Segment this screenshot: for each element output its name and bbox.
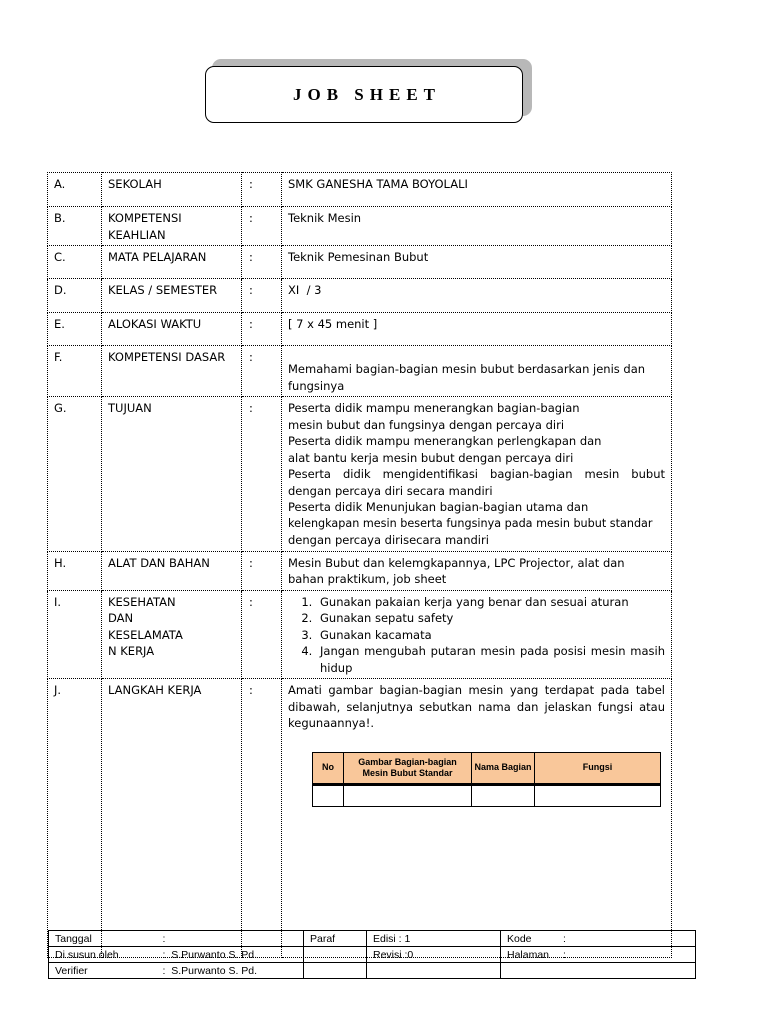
- tujuan-line: Peserta didik mampu menerangkan perlengkapan dan: [288, 434, 602, 448]
- row-value: SMK GANESHA TAMA BOYOLALI: [282, 173, 672, 207]
- row-label-cell: [102, 590, 242, 679]
- table-cell[interactable]: [472, 784, 535, 806]
- header-fungsi: Fungsi: [535, 752, 661, 784]
- tujuan-line: kelengkapan mesin beserta fungsinya pada mesin bubut standar: [288, 516, 653, 530]
- row-kompetensi-keahlian: [48, 207, 672, 246]
- row-label: LANGKAH KERJA: [102, 679, 242, 958]
- parts-table: [312, 752, 661, 807]
- kode-label: Kode: [507, 932, 532, 945]
- page-title: JOB SHEET: [292, 84, 441, 104]
- row-label: KELAS / SEMESTER: [102, 279, 242, 313]
- row-letter: G.: [48, 397, 102, 552]
- empty-cell: [501, 963, 696, 979]
- row-letter: A.: [48, 173, 102, 207]
- kesehatan-list-cell: [282, 590, 672, 679]
- paraf-empty: [304, 963, 367, 979]
- title-box: [205, 66, 523, 123]
- row-alat-dan-bahan: [48, 551, 672, 590]
- row-colon: :: [242, 279, 282, 313]
- row-colon: :: [242, 590, 282, 679]
- row-mata-pelajaran: [48, 246, 672, 279]
- row-label-line: KESELAMATA: [108, 627, 183, 642]
- header-no: No: [313, 752, 344, 784]
- safety-list: [288, 594, 665, 677]
- tujuan-list: [282, 397, 672, 552]
- halaman-cell: [501, 947, 696, 963]
- row-label: TUJUAN: [102, 397, 242, 552]
- row-label: MATA PELAJARAN: [102, 246, 242, 279]
- row-label-line: DAN: [108, 611, 134, 625]
- row-label: ALOKASI WAKTU: [102, 313, 242, 346]
- row-colon: :: [242, 173, 282, 207]
- row-kelas-semester: [48, 279, 672, 313]
- row-colon: :: [242, 346, 282, 397]
- footer-row: [49, 931, 696, 947]
- tujuan-line: Peserta didik mampu menerangkan bagian-bagian: [288, 401, 580, 415]
- row-tujuan: [48, 397, 672, 552]
- row-value: Teknik Pemesinan Bubut: [282, 246, 672, 279]
- row-langkah-kerja: [48, 679, 672, 958]
- row-sekolah: [48, 173, 672, 207]
- table-cell[interactable]: [313, 784, 344, 806]
- row-colon: :: [242, 207, 282, 246]
- row-letter: B.: [48, 207, 102, 246]
- empty-cell: [367, 963, 501, 979]
- row-value-cell: [282, 346, 672, 397]
- tanggal-value: :: [157, 931, 304, 947]
- row-kompetensi-dasar: [48, 346, 672, 397]
- halaman-colon: :: [563, 948, 566, 961]
- footer-row: [49, 947, 696, 963]
- tujuan-line: Peserta didik mengidentifikasi bagian-bagian mesin bubut dengan percaya diri secara mandiri: [288, 467, 665, 498]
- verifier-label: Verifier: [49, 963, 157, 979]
- row-colon: :: [242, 551, 282, 590]
- row-value: [ 7 x 45 menit ]: [282, 313, 672, 346]
- kode-cell: [501, 931, 696, 947]
- header-gambar: Gambar Bagian-bagian Mesin Bubut Standar: [344, 752, 472, 784]
- table-cell[interactable]: [535, 784, 661, 806]
- row-letter: F.: [48, 346, 102, 397]
- halaman-label: Halaman: [507, 948, 550, 961]
- row-label-line: N KERJA: [108, 644, 155, 658]
- edisi-label: Edisi : 1: [367, 931, 501, 947]
- tujuan-line: mesin bubut dan fungsinya dengan percaya diri: [288, 417, 565, 432]
- tanggal-label: Tanggal: [49, 931, 157, 947]
- footer-row: [49, 963, 696, 979]
- row-letter: I.: [48, 590, 102, 679]
- row-label-line: KESEHATAN: [108, 594, 176, 609]
- tujuan-line: Peserta didik Menunjukan bagian-bagian utama dan: [288, 500, 589, 514]
- list-item: 4. Jangan mengubah putaran mesin pada posisi mesin masih hidup: [316, 643, 665, 676]
- parts-table-header: [313, 752, 661, 784]
- row-label: ALAT DAN BAHAN: [102, 551, 242, 590]
- header-nama: Nama Bagian: [472, 752, 535, 784]
- susun-label: Di susun oleh: [49, 947, 157, 963]
- list-item: 1. Gunakan pakaian kerja yang benar dan sesuai aturan: [316, 594, 665, 611]
- row-colon: :: [242, 313, 282, 346]
- row-value: Amati gambar bagian-bagian mesin yang terdapat pada tabel dibawah, selanjutnya sebutkan nama dan jelaskan fungsi atau kegunaannya!.: [288, 683, 665, 730]
- table-row: [313, 784, 661, 806]
- list-item: 2. Gunakan sepatu safety: [316, 610, 665, 627]
- row-letter: C.: [48, 246, 102, 279]
- tujuan-line: dengan percaya dirisecara mandiri: [288, 533, 489, 547]
- row-value: Memahami bagian-bagian mesin bubut berdasarkan jenis dan fungsinya: [288, 362, 646, 393]
- row-letter: J.: [48, 679, 102, 958]
- langkah-cell: [282, 679, 672, 958]
- paraf-empty: [304, 947, 367, 963]
- revisi-label: Revisi :0: [367, 947, 501, 963]
- table-cell[interactable]: [344, 784, 472, 806]
- job-sheet-table: [47, 172, 672, 958]
- row-letter: E.: [48, 313, 102, 346]
- kode-colon: :: [563, 932, 566, 945]
- row-label: SEKOLAH: [102, 173, 242, 207]
- footer-table: [48, 930, 696, 979]
- row-label: KOMPETENSI KEAHLIAN: [102, 207, 242, 246]
- row-alokasi-waktu: [48, 313, 672, 346]
- susun-value: : S.Purwanto S. Pd.: [157, 947, 304, 963]
- row-kesehatan-keselamatan: [48, 590, 672, 679]
- tujuan-line: alat bantu kerja mesin bubut dengan percaya diri: [288, 450, 574, 465]
- verifier-value: : S.Purwanto S. Pd.: [157, 963, 304, 979]
- row-label: KOMPETENSI DASAR: [102, 346, 242, 397]
- row-letter: H.: [48, 551, 102, 590]
- paraf-label: Paraf: [304, 931, 367, 947]
- row-value: Mesin Bubut dan kelemgkapannya, LPC Projector, alat dan bahan praktikum, job sheet: [282, 551, 672, 590]
- row-colon: :: [242, 679, 282, 958]
- row-value: XI / 3: [282, 279, 672, 313]
- list-item: 3. Gunakan kacamata: [316, 627, 665, 644]
- row-value: Teknik Mesin: [282, 207, 672, 246]
- row-colon: :: [242, 397, 282, 552]
- row-colon: :: [242, 246, 282, 279]
- row-letter: D.: [48, 279, 102, 313]
